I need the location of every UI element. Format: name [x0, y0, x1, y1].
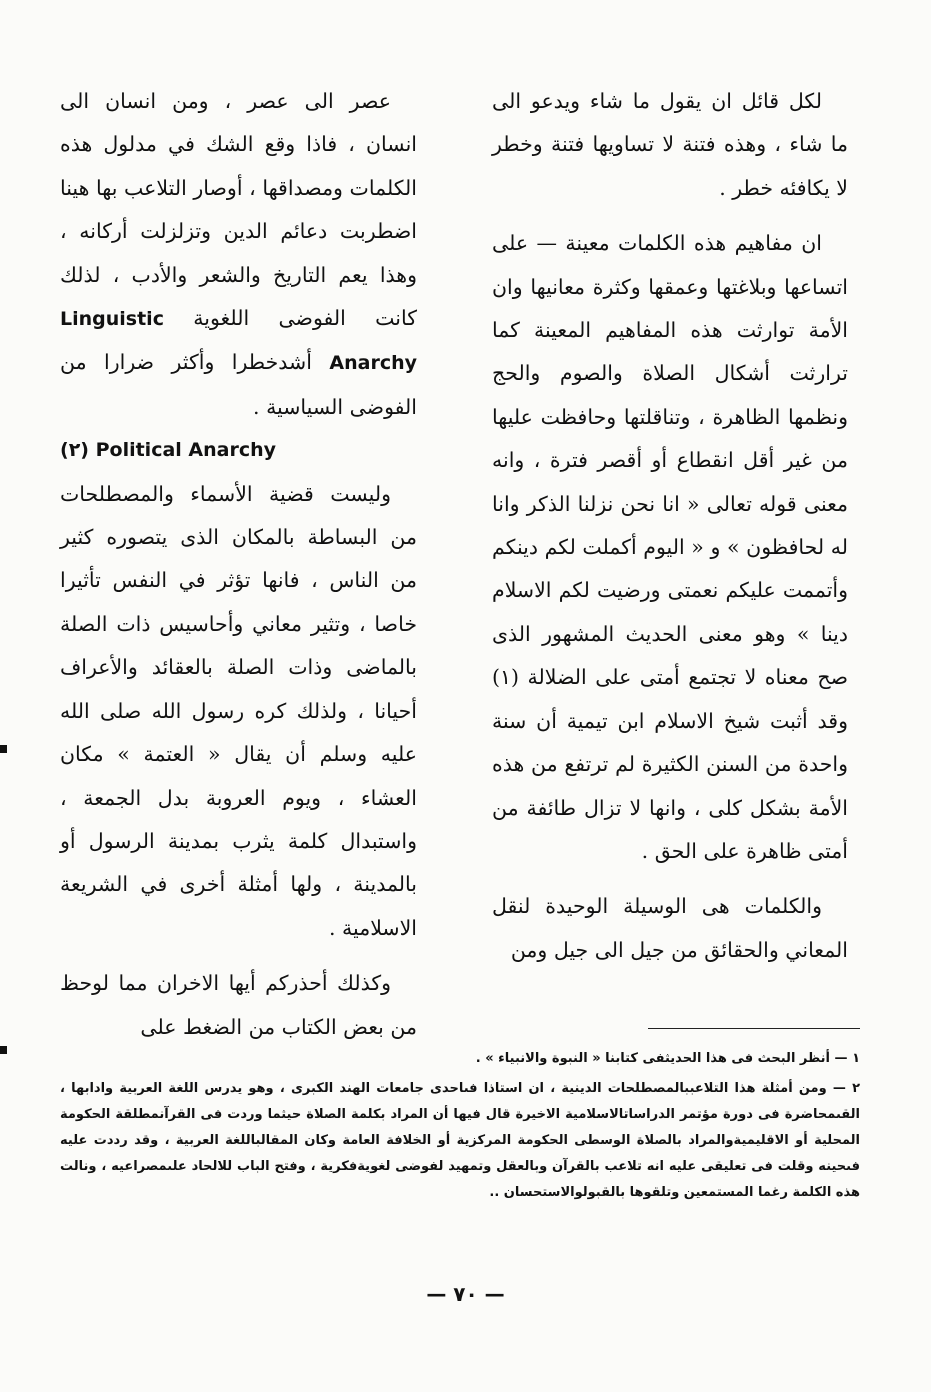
footnotes [60, 1046, 860, 1206]
paragraph: والكلمات هى الوسيلة الوحيدة لنقل المعاني والحقائق من جيل الى جيل ومن [492, 894, 848, 962]
paragraph-text: أشدخطرا وأكثر ضرارا من الفوضى السياسية . [60, 350, 417, 419]
english-term: Linguistic Anarchy [60, 308, 417, 375]
footnote-divider [648, 1028, 860, 1029]
paragraph: وكذلك أحذركم أيها الاخران مما لوحظ من بعض الكتاب من الضغط على [60, 971, 417, 1039]
scan-mark [0, 745, 7, 753]
left-column [60, 80, 417, 1049]
page-number: — ٧٠ — [426, 1282, 505, 1306]
right-column [492, 80, 848, 972]
paragraph-text: عصر الى عصر ، ومن انسان الى انسان ، فاذا وقع الشك في مدلول هذه الكلمات ومصداقها ، أوصار التلاعب بها هينا اضطربت دعائم الدين وتزلزلت أركانه ، وهذا يعم التاريخ والشعر والأدب ، لذلك كانت الفوضى اللغوية [60, 89, 417, 331]
scan-mark [0, 1046, 7, 1054]
footnote: ١ — أنظر البحث فى هذا الحديثفى كتابنا « النبوة والانبياء » . [475, 1051, 860, 1066]
footnote: ٢ — ومن أمثلة هذا التلاعببالمصطلحات الدينية ، ان استاذا فىاحدى جامعات الهند الكبرى ، وهو يدرس اللغة العربية وادابها ، القىمحاضرة فى دورة مؤتمر الدراساتالاسلامية الاخيرة قال فيها أن المراد بكلمة الصلاة حيثما وردت فى القرآنمطلقة الحكومة المحلية أو الاقليميةوالمراد بالصلاة الوسطى الحكومة المركزية أو الخلافة العامة وكان المقالباللغة العربية ، وقد رددت عليه فىحينه وقلت فى تعليقى عليه انه تلاعب بالقرآن وبالعقل وتمهيد لفوضى لغويةفكرية ، وفتح الباب للالحاد علىمصراعيه ، ونالت هذه الكلمة رغما المستمعين وتلقوها بالقبولوالاستحسان .. [60, 1081, 860, 1200]
paragraph: ان مفاهيم هذه الكلمات معينة — على اتساعها وبلاغتها وعمقها وكثرة معانيها وان الأمة توارثت هذه المفاهيم المعينة كما ترارثت أشكال الصلاة والصوم والحج ونظمها الظاهرة ، وتناقلتها وحافظت عليها من غير أقل انقطاع أو أقصر فترة ، وانه معنى قوله تعالى « انا نحن نزلنا الذكر وانا له لحافظون » و « اليوم أكملت لكم دينكم وأتممت عليكم نعمتى ورضيت لكم الاسلام دينا » وهو معنى الحديث المشهور الذى صح معناه لا تجتمع أمتى على الضلالة (١) وقد أثبت شيخ الاسلام ابن تيمية أن سنة واحدة من السنن الكثيرة لم ترتفع من هذه الأمة بشكل كلى ، وانها لا تزال طائفة من أمتى ظاهرة على الحق . [492, 231, 848, 863]
paragraph: لكل قائل ان يقول ما شاء ويدعو الى ما شاء ، وهذه فتنة لا تساويها فتنة وخطر لا يكافئه خطر . [492, 89, 848, 200]
paragraph: وليست قضية الأسماء والمصطلحات من البساطة بالمكان الذى يتصوره كثير من الناس ، فانها تؤثر في النفس تأثيرا خاصا ، وتثير معاني وأحاسيس ذات الصلة بالماضى وذات الصلة بالعقائد والأعراف أحيانا ، ولذلك كره رسول الله صلى الله عليه وسلم أن يقال « العتمة » مكان العشاء ، ويوم العروبة بدل الجمعة ، واستبدال كلمة يثرب بمدينة الرسول أو بالمدينة ، ولها أمثلة أخرى في الشريعة الاسلامية . [60, 481, 417, 940]
paragraph [60, 80, 417, 429]
section-heading: (٢) Political Anarchy [60, 439, 277, 462]
